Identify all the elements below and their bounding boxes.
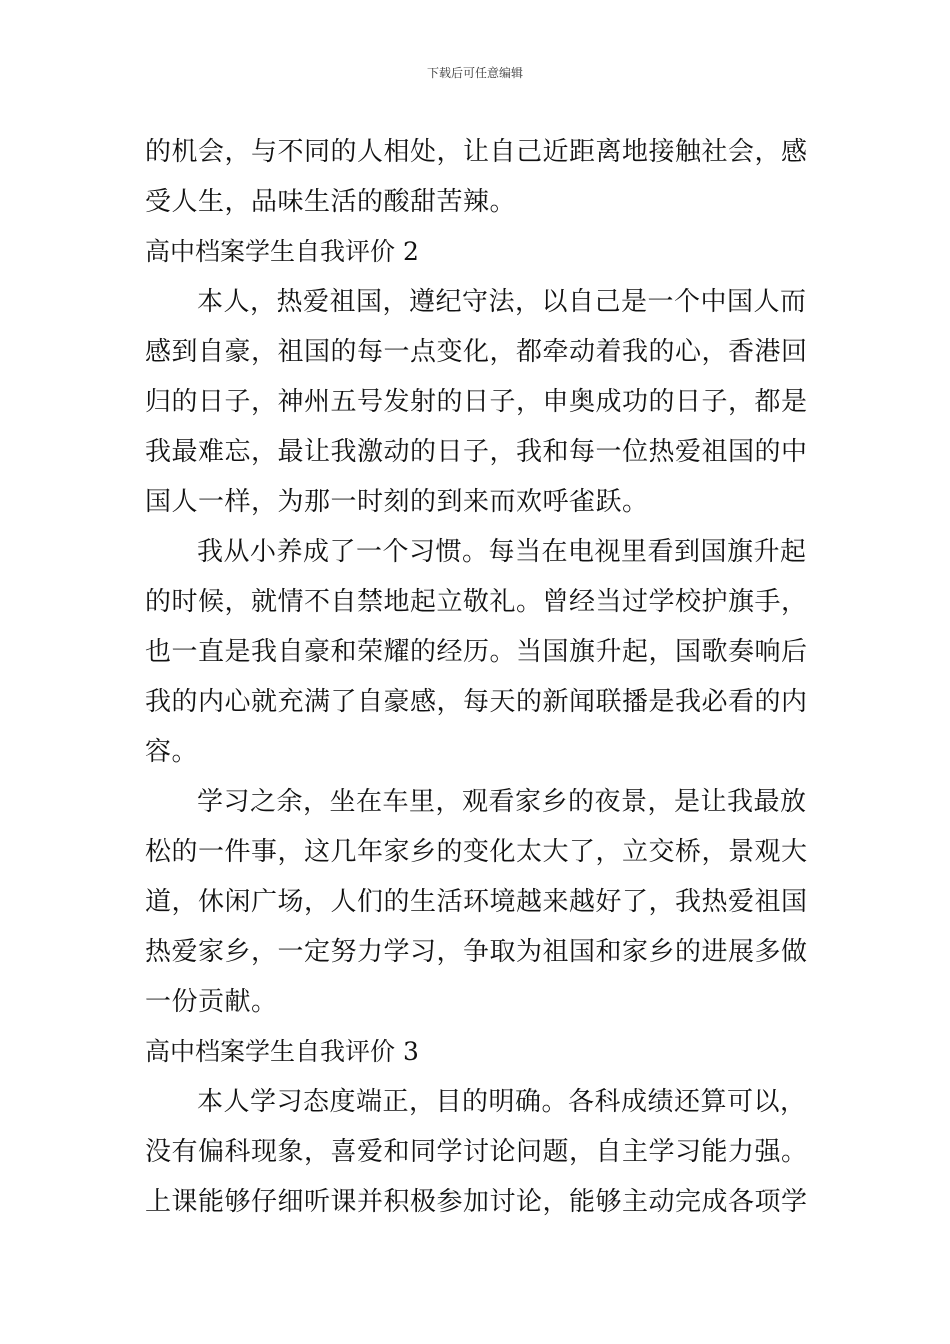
text-line: 一份贡献。 bbox=[145, 987, 278, 1017]
page-header: 下载后可任意编辑 bbox=[426, 66, 523, 80]
section-heading: 高中档案学生自我评价 3 bbox=[145, 1037, 419, 1066]
text-line: 感到自豪，祖国的每一点变化，都牵动着我的心，香港回 bbox=[145, 337, 808, 367]
text-line: 容。 bbox=[145, 737, 199, 767]
section-heading: 高中档案学生自我评价 2 bbox=[145, 237, 419, 266]
text-line: 我最难忘，最让我激动的日子，我和每一位热爱祖国的中 bbox=[145, 437, 808, 467]
text-line: 上课能够仔细听课并积极参加讨论，能够主动完成各项学 bbox=[145, 1187, 808, 1217]
document-body bbox=[145, 127, 811, 1227]
text-line: 热爱家乡，一定努力学习，争取为祖国和家乡的进展多做 bbox=[145, 937, 808, 967]
text-line: 我的内心就充满了自豪感，每天的新闻联播是我必看的内 bbox=[145, 687, 808, 717]
text-line: 国人一样，为那一时刻的到来而欢呼雀跃。 bbox=[145, 487, 649, 517]
text-line: 学习之余，坐在车里，观看家乡的夜景，是让我最放 bbox=[197, 787, 807, 817]
text-line: 本人学习态度端正，目的明确。各科成绩还算可以， bbox=[197, 1087, 807, 1117]
text-line: 的机会，与不同的人相处，让自己近距离地接触社会，感 bbox=[145, 137, 808, 167]
text-line: 本人，热爱祖国，遵纪守法，以自己是一个中国人而 bbox=[197, 287, 807, 317]
text-line: 也一直是我自豪和荣耀的经历。当国旗升起，国歌奏响后 bbox=[145, 637, 808, 667]
text-line: 松的一件事，这几年家乡的变化太大了，立交桥，景观大 bbox=[145, 837, 808, 867]
text-line: 的时候，就情不自禁地起立敬礼。曾经当过学校护旗手， bbox=[145, 587, 808, 617]
text-line: 道，休闲广场，人们的生活环境越来越好了，我热爱祖国 bbox=[145, 887, 808, 917]
text-line: 受人生，品味生活的酸甜苦辣。 bbox=[145, 187, 517, 217]
text-line: 没有偏科现象，喜爱和同学讨论问题，自主学习能力强。 bbox=[145, 1137, 808, 1167]
text-line: 我从小养成了一个习惯。每当在电视里看到国旗升起 bbox=[197, 537, 807, 567]
text-line: 归的日子，神州五号发射的日子，申奥成功的日子，都是 bbox=[145, 387, 808, 417]
